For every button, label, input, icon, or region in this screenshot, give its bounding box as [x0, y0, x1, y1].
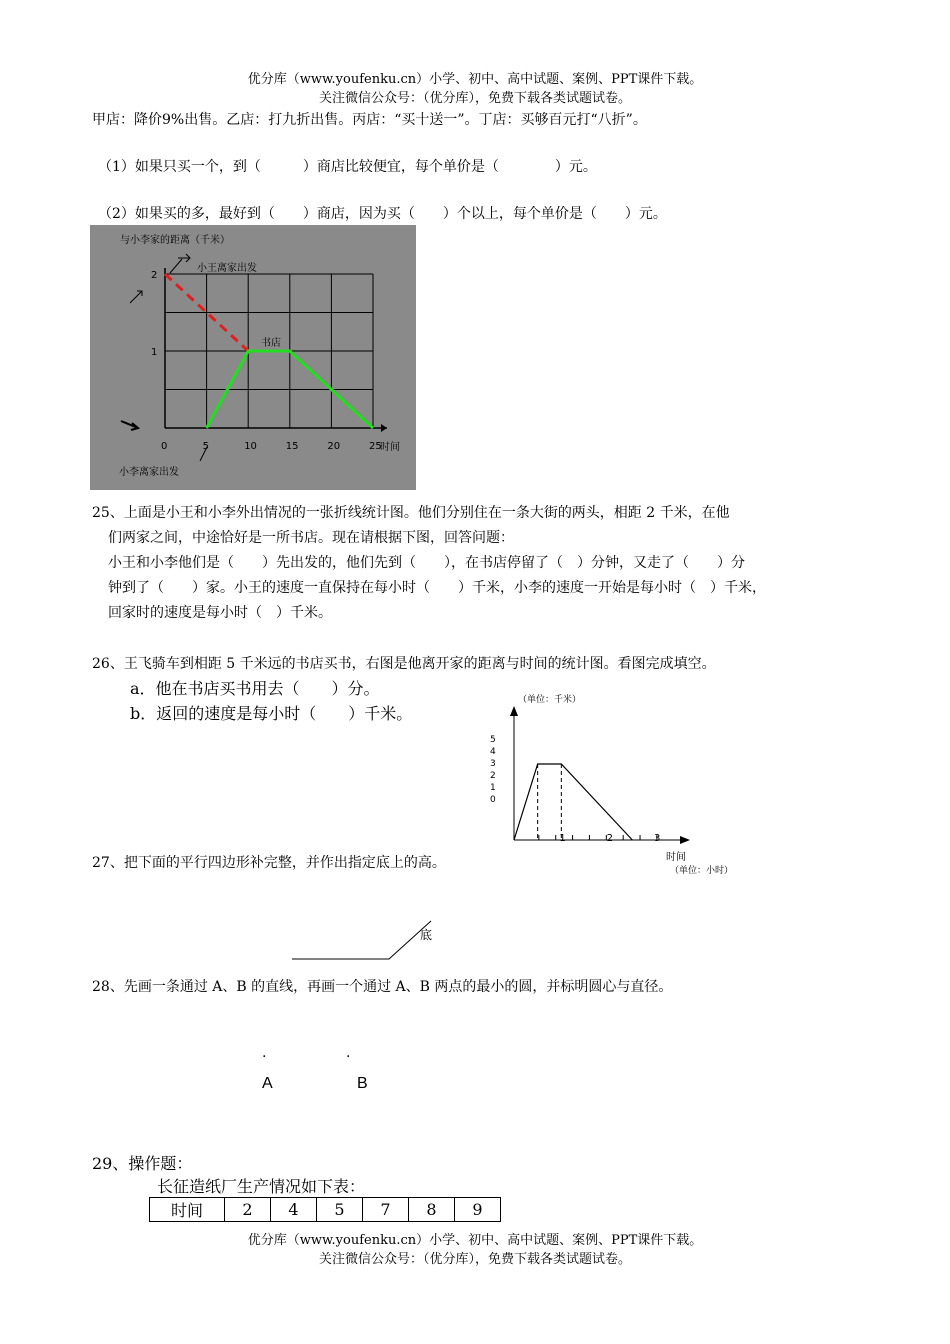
x-tick-label: 10 [244, 441, 257, 452]
chart-yunit: （单位：千米） [518, 695, 582, 705]
table-cell: 2 [225, 1198, 271, 1222]
x-tick-label: 3 [654, 833, 661, 844]
y-tick-label: 2 [490, 771, 496, 781]
footer-line-1: 优分库（www.youfenku.cn）小学、初中、高中试题、案例、PPT课件下载。 [247, 1233, 703, 1248]
chart-xunit: （单位：小时） [670, 866, 734, 876]
y-tick-label: 1 [151, 347, 158, 358]
q27-text: 27、把下面的平行四边形补完整，并作出指定底上的高。 [92, 855, 446, 871]
y-axis-arrow-icon [510, 706, 518, 716]
base-label: 底 [420, 928, 433, 942]
x-tick-label: 0 [161, 441, 168, 452]
y-tick-label: 0 [490, 795, 496, 805]
y-tick-label: 3 [490, 759, 496, 769]
parallelogram-sides [292, 921, 431, 959]
q25-line-4: 钟到了（ ）家。小王的速度一直保持在每小时（ ）千米，小李的速度一开始是每小时（ ）千米， [108, 580, 766, 596]
shop-question-2: （2）如果买的多，最好到（ ）商店，因为买（ ）个以上，每个单价是（ ）元。 [98, 206, 667, 222]
x-tick-label: 25 [369, 441, 382, 452]
series-line-王飞 [514, 764, 632, 840]
x-tick-label: 1 [559, 833, 566, 844]
shop-question-1: （1）如果只买一个，到（ ）商店比较便宜，每个单价是（ ）元。 [98, 159, 597, 175]
x-tick-label: 5 [202, 441, 209, 452]
point-b-dot: . [346, 1045, 351, 1061]
chart-xlabel: 时间 [666, 852, 686, 863]
x-tick-label: 15 [285, 441, 299, 452]
footer-line-2: 关注微信公众号：（优分库），免费下载各类试题试卷。 [318, 1252, 631, 1267]
production-table [149, 1197, 501, 1222]
q29-title: 29、操作题： [92, 1154, 193, 1173]
y-tick-label: 1 [490, 783, 496, 793]
q25-line-1: 25、上面是小王和小李外出情况的一张折线统计图。他们分别住在一条大街的两头，相距 2 千米，在他 [92, 505, 730, 521]
wang-start-label: 小王离家出发 [197, 263, 257, 274]
chart-xlabel: 时间 [380, 442, 400, 453]
store-label: 书店 [261, 338, 281, 349]
y-tick-label: 2 [151, 270, 158, 281]
table-cell: 7 [363, 1198, 409, 1222]
q26-item-a: a．他在书店买书用去（ ）分。 [130, 679, 380, 698]
q26-item-b: b．返回的速度是每小时（ ）千米。 [130, 704, 413, 723]
li-start-label: 小李离家出发 [119, 467, 179, 478]
y-tick-label: 4 [490, 747, 496, 757]
point-a-dot: . [262, 1045, 267, 1061]
header-line-1: 优分库（www.youfenku.cn）小学、初中、高中试题、案例、PPT课件下载。 [247, 72, 703, 87]
q29-subtitle: 长征造纸厂生产情况如下表： [157, 1177, 366, 1196]
chart-ylabel: 与小李家的距离（千米） [120, 235, 230, 246]
x-tick-label: 20 [327, 441, 341, 452]
table-cell: 4 [271, 1198, 317, 1222]
x-axis-arrow-icon [680, 836, 690, 844]
header-line-2: 关注微信公众号：（优分库），免费下载各类试题试卷。 [318, 91, 631, 106]
point-b-label: B [357, 1075, 368, 1092]
point-a-label: A [262, 1075, 273, 1092]
distance-chart-wangfei [480, 688, 760, 878]
q28-text: 28、先画一条通过 A、B 的直线，再画一个通过 A、B 两点的最小的圆，并标明圆心与直径。 [92, 979, 673, 995]
parallelogram-figure [285, 915, 445, 965]
q25-line-5: 回家时的速度是每小时（ ）千米。 [108, 605, 332, 621]
table-cell: 9 [455, 1198, 501, 1222]
chart-axes [510, 706, 690, 844]
distance-chart-li [90, 225, 416, 490]
table-cell: 8 [409, 1198, 455, 1222]
q25-line-2: 们两家之间，中途恰好是一所书店。现在请根据下图，回答问题： [108, 530, 514, 546]
q26-line-1: 26、王飞骑车到相距 5 千米远的书店买书，右图是他离开家的距离与时间的统计图。看图完成填空。 [92, 656, 716, 672]
shop-intro: 甲店：降价9%出售。乙店：打九折出售。丙店：“买十送一”。丁店：买够百元打“八折”。 [92, 112, 647, 128]
table-row [150, 1198, 501, 1222]
table-cell: 5 [317, 1198, 363, 1222]
q25-line-3: 小王和小李他们是（ ）先出发的，他们先到（ ），在书店停留了（ ）分钟，又走了（ ）分 [108, 555, 745, 571]
y-tick-label: 5 [490, 735, 496, 745]
x-tick-label: 2 [606, 833, 614, 844]
table-header-cell: 时间 [150, 1198, 225, 1222]
